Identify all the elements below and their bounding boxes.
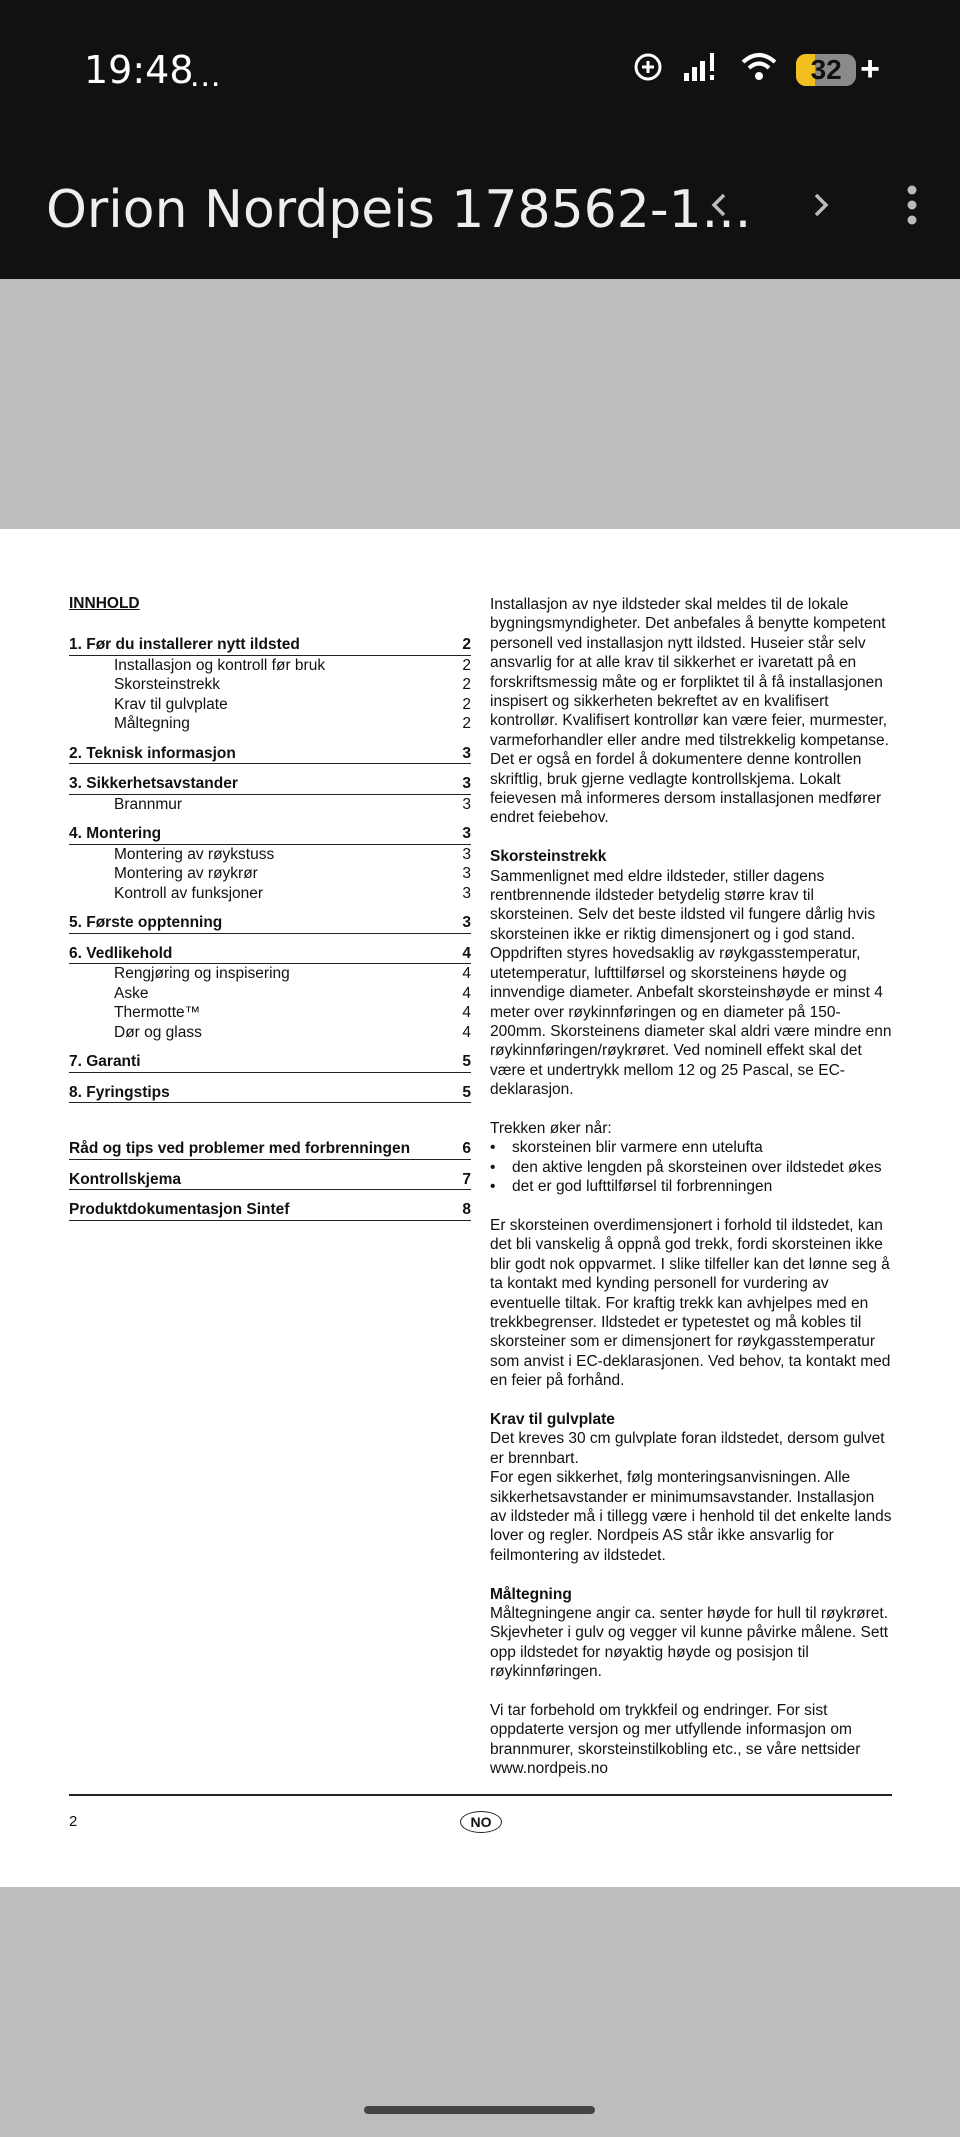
list-item: • den aktive lengden på skorsteinen over ildstedet økes: [512, 1158, 892, 1177]
toc-entry-page: 3: [462, 744, 471, 762]
document-title: Orion Nordpeis 178562-1...: [46, 180, 752, 240]
toc-entry-label: 5. Første opptenning: [69, 914, 223, 931]
toc-entry-page: 2: [462, 656, 471, 674]
toc-heading: INNHOLD: [69, 595, 140, 612]
toc-entry-page: 6: [462, 1140, 471, 1157]
section-heading-skorsteinstrekk: Skorsteinstrekk: [490, 848, 607, 866]
app-bar: [0, 140, 960, 279]
toc-subsection-row[interactable]: [69, 656, 471, 676]
toc-section-row[interactable]: [69, 1200, 471, 1221]
toc-entry-label: Skorsteinstrekk: [114, 676, 220, 693]
toc-entry-label: Produktdokumentasjon Sintef: [69, 1201, 290, 1218]
toc-entry-label: Installasjon og kontroll før bruk: [114, 656, 326, 674]
status-bar: [0, 0, 960, 140]
overdimensjonert-paragraph: Er skorsteinen overdimensjonert i forhold til ildstedet, kan det bli vanskelig å oppnå god trekk, fordi skorsteinen ikke blir godt nok oppvarmet. I slike tilfeller kan det lønne seg å ta kontakt med kynding personell for vurdering av eventuelle tiltak. For kraftig trekk kan avhjelpes med en trekkbegrenser. Ildstedet er typetestet og må kobles til skorsteiner som er dimensjonert for røykgasstemperatur som anvist i EC-deklarasjonen. Ved behov, ta kontakt med en feier på forhånd.: [490, 1216, 891, 1390]
battery-indicator: [796, 50, 880, 89]
list-item: • skorsteinen blir varmere enn utelufta: [512, 1138, 892, 1157]
toc-subsection-row[interactable]: [69, 675, 471, 695]
section-heading-maltegning: Måltegning: [490, 1585, 572, 1603]
gulvplate-paragraph-2: For egen sikkerhet, følg monteringsanvisningen. Alle sikkerhetsavstander er minimumsavstander. Installasjon av ildsteder må i tillegg være i henhold til det enkelte lands lover og regler. Nordpeis AS står ikke ansvarlig for feilmontering av ildstedet.: [490, 1469, 892, 1564]
toc-subsection-row[interactable]: [69, 1003, 471, 1023]
toc-section-row[interactable]: [69, 774, 471, 795]
trekk-intro: Trekken øker når:: [490, 1119, 612, 1137]
previous-page-button[interactable]: [685, 170, 755, 240]
section-heading-gulvplate: Krav til gulvplate: [490, 1411, 615, 1428]
toc-entry-label: Krav til gulvplate: [114, 695, 228, 713]
toc-entry-page: 3: [462, 795, 471, 813]
toc-entry-page: 7: [462, 1170, 471, 1188]
toc-section-row[interactable]: [69, 1052, 471, 1073]
gulvplate-paragraph-1: Det kreves 30 cm gulvplate foran ildstedet, dersom gulvet er brennbart.: [490, 1430, 885, 1467]
toc-entry-page: 4: [462, 984, 471, 1002]
signal-icon: [682, 51, 722, 88]
home-indicator[interactable]: [364, 2106, 595, 2114]
wifi-icon: [740, 51, 778, 88]
toc-entry-page: 4: [462, 1004, 471, 1021]
chevron-left-icon: [705, 190, 735, 220]
toc-section-row[interactable]: [69, 744, 471, 765]
toc-entry-page: 5: [462, 1053, 471, 1070]
data-saver-icon: [632, 51, 664, 88]
toc-subsection-row[interactable]: [69, 695, 471, 715]
toc-entry-label: 6. Vedlikehold: [69, 944, 173, 962]
toc-entry-label: Brannmur: [114, 795, 183, 813]
toc-entry-page: 3: [462, 865, 471, 882]
toc-entry-label: Thermotte™: [114, 1004, 201, 1021]
toc-entry-label: 4. Montering: [69, 825, 162, 842]
toc-entry-page: 2: [462, 636, 471, 653]
toc-entry-label: Råd og tips ved problemer med forbrenningen: [69, 1140, 411, 1157]
toc-entry-page: 3: [462, 845, 471, 863]
status-icons: [632, 50, 880, 89]
toc-entry-page: 4: [462, 965, 471, 982]
toc-section-row[interactable]: [69, 1083, 471, 1104]
toc-entry-label: Rengjøring og inspisering: [114, 965, 290, 982]
toc-entry-page: 4: [462, 1023, 471, 1041]
toc-entry-page: 4: [462, 944, 471, 962]
toc-entry-label: 3. Sikkerhetsavstander: [69, 775, 238, 792]
battery-percentage: 32: [810, 53, 842, 85]
toc-list: [69, 635, 471, 1221]
toc-entry-page: 8: [462, 1201, 471, 1218]
toc-section-row[interactable]: [69, 1139, 471, 1160]
skorsteinstrekk-paragraph: Sammenlignet med eldre ildsteder, stiller dagens rentbrennende ildsteder betydelig større krav til skorsteinen. Selv det beste ildsted vil fungere dårlig hvis skorsteinen ikke er riktig dimensjonert og i god stand. Oppdriften styres hovedsaklig av røykgasstemperatur, utetemperatur, lufttilførsel og skorsteinens høyde og innvendige diameter. Anbefalt skorsteinshøyde er minst 4 meter over røykinnføringen og en diameter på 150-200mm. Skorsteinens diameter skal aldri være mindre enn røykinnføringen/røykrøret. Ved nominell effekt skal det være et undertrykk mellom 12 og 25 Pascal, se EC-deklarasjon.: [490, 867, 892, 1099]
chevron-right-icon: [805, 190, 835, 220]
toc-subsection-row[interactable]: [69, 795, 471, 815]
toc-section-row[interactable]: [69, 1170, 471, 1191]
toc-entry-page: 3: [462, 884, 471, 902]
toc-entry-label: Montering av røykstuss: [114, 845, 275, 863]
toc-subsection-row[interactable]: [69, 864, 471, 884]
toc-entry-page: 3: [462, 775, 471, 792]
body-text-column: [490, 595, 892, 1779]
table-of-contents: [69, 595, 471, 1221]
toc-entry-label: Aske: [114, 984, 149, 1002]
status-notification-dots: ...: [190, 56, 222, 94]
list-item: • det er god lufttilførsel til forbrenningen: [512, 1177, 892, 1196]
toc-entry-label: Montering av røykrør: [114, 865, 258, 882]
toc-subsection-row[interactable]: [69, 845, 471, 865]
closing-paragraph: Vi tar forbehold om trykkfeil og endringer. For sist oppdaterte versjon og mer utfyllende informasjon om brannmurer, skorsteinstilkobling etc., se våre nettsider www.nordpeis.no: [490, 1702, 861, 1778]
toc-entry-label: Kontroll av funksjoner: [114, 884, 264, 902]
intro-paragraph: Installasjon av nye ildsteder skal meldes til de lokale bygningsmyndigheter. Det anbefales å benytte kompetent personell ved installasjon nytt ildsted. Huseier står selv ansvarlig for at alle krav til sikkerhet er ivaretatt på en forskriftsmessig måte og er forpliktet til å få installasjonen inspisert og sikkerheten bekreftet av en kvalifisert kontrollør. Kvalifisert kontrollør kan være feier, murmester, varmeforhandler eller andre med tilstrekkelig kompetanse. Det er også en fordel å dokumentere denne kontrollen skriftlig, bruk gjerne vedlagte kontrollskjema. Lokalt feievesen må informeres dersom installasjonen medfører endret feiebehov.: [490, 596, 889, 827]
toc-subsection-row[interactable]: [69, 1023, 471, 1043]
toc-entry-label: 2. Teknisk informasjon: [69, 744, 236, 762]
toc-entry-page: 5: [462, 1083, 471, 1101]
toc-section-row[interactable]: [69, 635, 471, 656]
toc-entry-page: 3: [462, 914, 471, 931]
toc-entry-label: 8. Fyringstips: [69, 1083, 170, 1101]
toc-entry-page: 2: [462, 695, 471, 713]
toc-entry-label: Måltegning: [114, 715, 190, 732]
status-time: 19:48: [84, 48, 194, 92]
toc-entry-label: 1. Før du installerer nytt ildsted: [69, 636, 300, 653]
toc-entry-page: 2: [462, 715, 471, 732]
toc-entry-page: 2: [462, 676, 471, 693]
toc-entry-page: 3: [462, 825, 471, 842]
maltegning-paragraph: Måltegningene angir ca. senter høyde for hull til røykrøret. Skjevheter i gulv og vegger vil kunne påvirke målene. Sett opp ildstedet for nøyaktig høyde og posisjon til røykinnføringen.: [490, 1605, 889, 1681]
language-badge: NO: [460, 1811, 502, 1833]
more-vert-icon: [906, 185, 918, 225]
toc-section-row[interactable]: [69, 824, 471, 845]
toc-subsection-row[interactable]: [69, 964, 471, 984]
charging-plus-icon: +: [860, 50, 880, 88]
more-options-button[interactable]: [877, 170, 947, 240]
toc-subsection-row[interactable]: [69, 714, 471, 734]
battery-icon: [796, 54, 856, 86]
toc-entry-label: Kontrollskjema: [69, 1170, 181, 1188]
toc-entry-label: Dør og glass: [114, 1023, 202, 1041]
document-page[interactable]: [0, 529, 960, 1887]
trekk-bullet-list: [490, 1138, 892, 1196]
footer-divider: [69, 1794, 892, 1796]
toc-section-row[interactable]: [69, 944, 471, 965]
toc-subsection-row[interactable]: [69, 984, 471, 1004]
toc-entry-label: 7. Garanti: [69, 1053, 141, 1070]
page-number: 2: [69, 1813, 78, 1830]
next-page-button[interactable]: [785, 170, 855, 240]
toc-section-row[interactable]: [69, 913, 471, 934]
toc-subsection-row[interactable]: [69, 884, 471, 904]
